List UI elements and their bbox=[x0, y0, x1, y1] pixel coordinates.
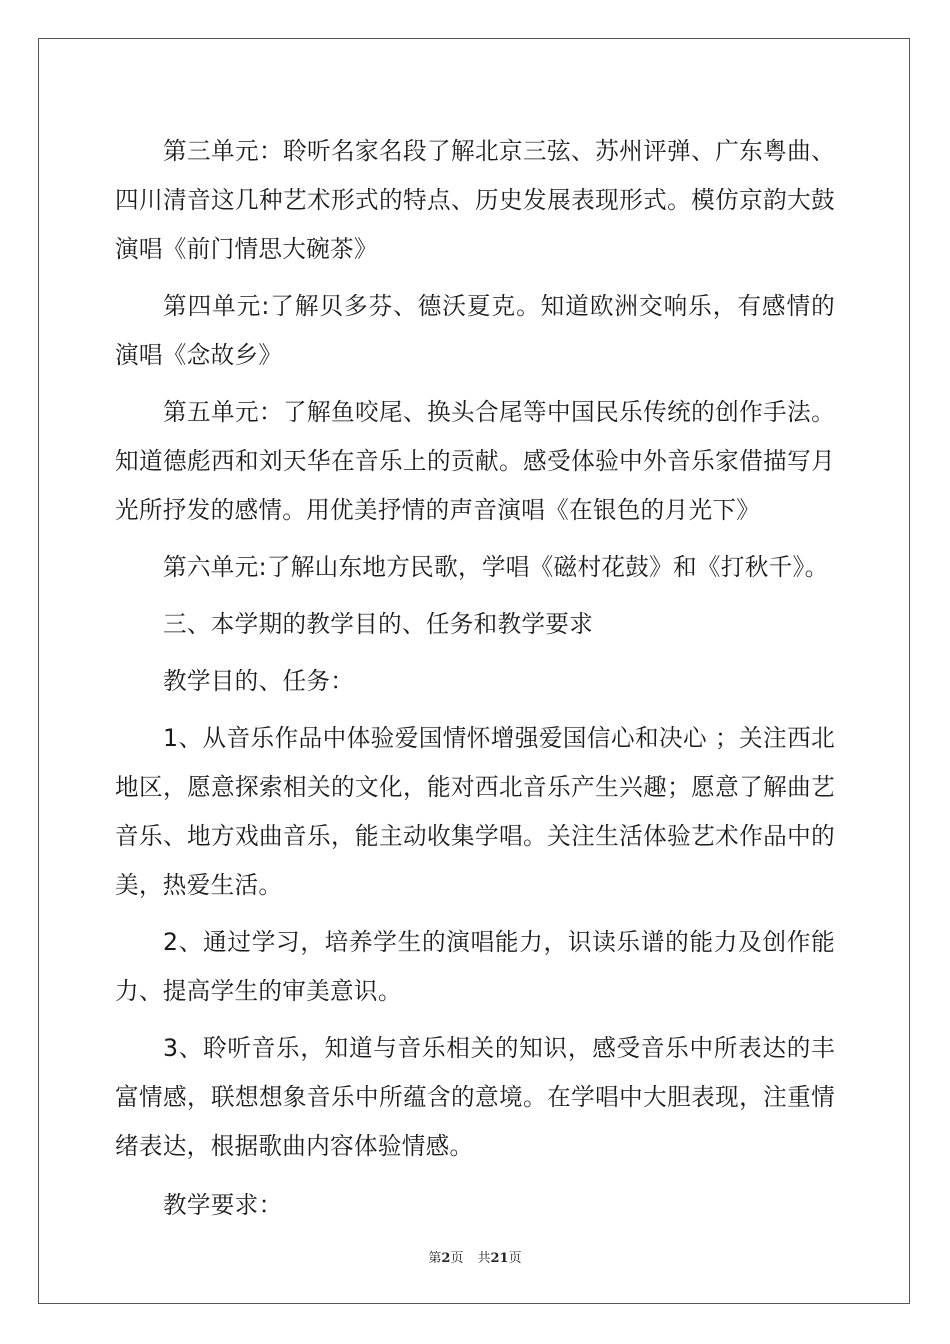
paragraph-unit-four: 第四单元:了解贝多芬、德沃夏克。知道欧洲交响乐，有感情的演唱《念故乡》 bbox=[115, 292, 835, 369]
page-prefix: 第 bbox=[428, 1251, 442, 1266]
paragraph-unit-five: 第五单元：了解鱼咬尾、换头合尾等中国民乐传统的创作手法。知道德彪西和刘天华在音乐上的贡献。感受体验中外音乐家借描写月光所抒发的感情。用优美抒情的声音演唱《在银色的月光下》 bbox=[115, 398, 835, 524]
paragraph-unit-three: 第三单元：聆听名家名段了解北京三弦、苏州评弹、广东粤曲、四川清音这几种艺术形式的特点、历史发展表现形式。模仿京韵大鼓演唱《前门情思大碗茶》 bbox=[115, 137, 835, 263]
page-number: 2 bbox=[441, 1251, 451, 1266]
subheading-goals-tasks: 教学目的、任务： bbox=[163, 667, 355, 695]
total-pages: 21 bbox=[490, 1251, 509, 1266]
subheading-requirements: 教学要求： bbox=[163, 1191, 283, 1219]
total-prefix: 共 bbox=[477, 1251, 491, 1266]
goal-item-1: 1、从音乐作品中体验爱国情怀增强爱国信心和决心 ；关注西北地区，愿意探索相关的文化，能对西北音乐产生兴趣；愿意了解曲艺音乐、地方戏曲音乐，能主动收集学唱。关注生活体验艺术作品中的美，热爱生活。 bbox=[115, 724, 835, 899]
document-body bbox=[115, 127, 835, 1230]
total-suffix: 页 bbox=[508, 1251, 522, 1266]
paragraph-unit-six: 第六单元:了解山东地方民歌，学唱《磁村花鼓》和《打秋千》。 bbox=[163, 553, 829, 581]
page-suffix: 页 bbox=[450, 1251, 464, 1266]
goal-item-2: 2、通过学习，培养学生的演唱能力，识读乐谱的能力及创作能力、提高学生的审美意识。 bbox=[115, 928, 835, 1005]
page-footer bbox=[0, 1247, 950, 1266]
goal-item-3: 3、聆听音乐，知道与音乐相关的知识，感受音乐中所表达的丰富情感，联想想象音乐中所蕴含的意境。在学唱中大胆表现，注重情绪表达，根据歌曲内容体验情感。 bbox=[115, 1034, 835, 1160]
section-heading-goals: 三、本学期的教学目的、任务和教学要求 bbox=[163, 610, 594, 638]
